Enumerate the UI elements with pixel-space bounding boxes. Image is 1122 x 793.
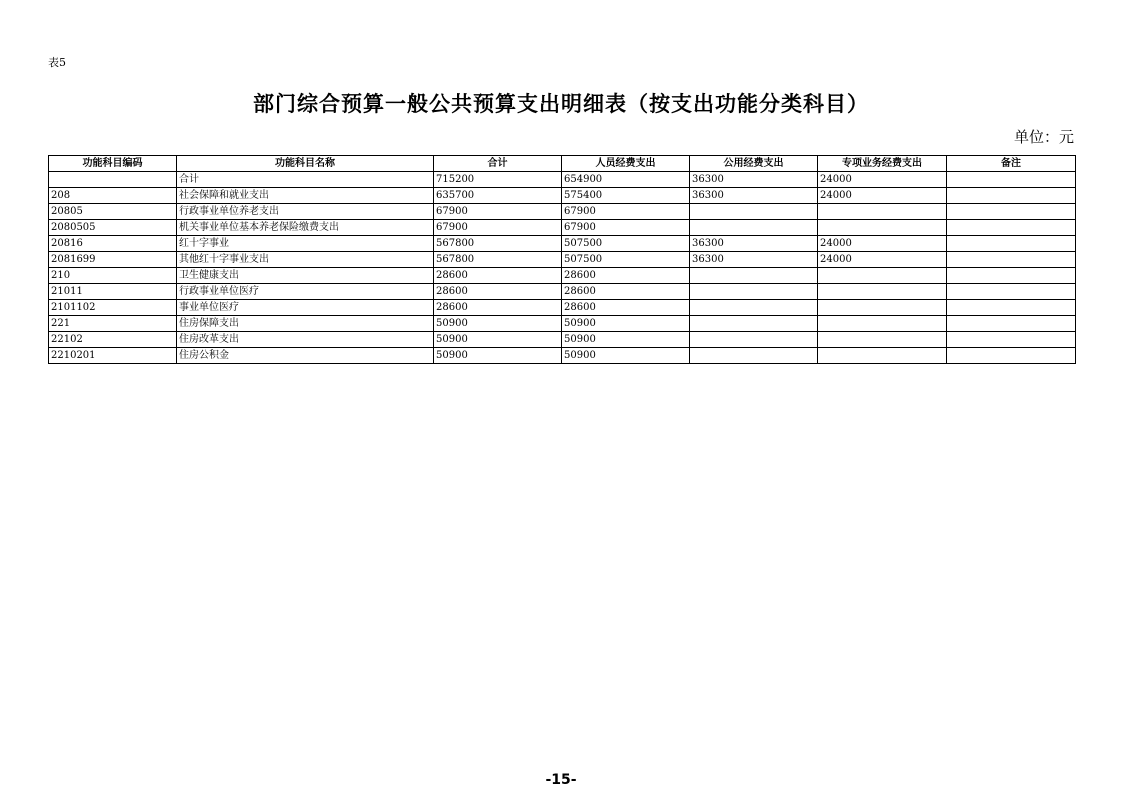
cell-code: 2081699	[49, 252, 177, 268]
column-header: 公用经费支出	[690, 156, 818, 172]
cell-public: 36300	[690, 236, 818, 252]
cell-personnel: 50900	[562, 348, 690, 364]
cell-personnel: 67900	[562, 204, 690, 220]
cell-code: 221	[49, 316, 177, 332]
cell-total: 635700	[434, 188, 562, 204]
table-row	[49, 220, 1076, 236]
table-row	[49, 268, 1076, 284]
cell-code: 2101102	[49, 300, 177, 316]
column-header: 合计	[434, 156, 562, 172]
table-header	[49, 156, 1076, 172]
cell-name: 社会保障和就业支出	[177, 188, 434, 204]
cell-code: 20816	[49, 236, 177, 252]
cell-note	[947, 332, 1076, 348]
cell-personnel: 67900	[562, 220, 690, 236]
cell-note	[947, 316, 1076, 332]
table-row	[49, 172, 1076, 188]
cell-total: 28600	[434, 284, 562, 300]
cell-note	[947, 252, 1076, 268]
cell-special: 24000	[818, 252, 947, 268]
table-row	[49, 188, 1076, 204]
column-header: 人员经费支出	[562, 156, 690, 172]
cell-total: 67900	[434, 220, 562, 236]
cell-public	[690, 204, 818, 220]
cell-note	[947, 300, 1076, 316]
cell-public	[690, 300, 818, 316]
cell-special	[818, 220, 947, 236]
cell-note	[947, 268, 1076, 284]
cell-personnel: 507500	[562, 236, 690, 252]
cell-public: 36300	[690, 252, 818, 268]
column-header: 专项业务经费支出	[818, 156, 947, 172]
table-body	[49, 172, 1076, 364]
page-title: 部门综合预算一般公共预算支出明细表（按支出功能分类科目）	[253, 92, 869, 116]
cell-code: 2210201	[49, 348, 177, 364]
cell-special	[818, 284, 947, 300]
cell-special	[818, 204, 947, 220]
column-header: 备注	[947, 156, 1076, 172]
cell-public: 36300	[690, 188, 818, 204]
cell-public	[690, 220, 818, 236]
column-header: 功能科目名称	[177, 156, 434, 172]
cell-personnel: 28600	[562, 284, 690, 300]
cell-public: 36300	[690, 172, 818, 188]
cell-name: 事业单位医疗	[177, 300, 434, 316]
column-header: 功能科目编码	[49, 156, 177, 172]
unit-label: 单位：元	[1013, 128, 1074, 146]
cell-public	[690, 268, 818, 284]
cell-note	[947, 204, 1076, 220]
cell-total: 50900	[434, 332, 562, 348]
cell-code: 210	[49, 268, 177, 284]
cell-personnel: 50900	[562, 316, 690, 332]
cell-name: 住房公积金	[177, 348, 434, 364]
table-row	[49, 316, 1076, 332]
cell-code: 22102	[49, 332, 177, 348]
cell-personnel: 50900	[562, 332, 690, 348]
cell-special	[818, 332, 947, 348]
cell-note	[947, 188, 1076, 204]
cell-name: 红十字事业	[177, 236, 434, 252]
cell-personnel: 575400	[562, 188, 690, 204]
table-row	[49, 236, 1076, 252]
table-row	[49, 204, 1076, 220]
cell-name: 合计	[177, 172, 434, 188]
table-row	[49, 284, 1076, 300]
cell-public	[690, 348, 818, 364]
cell-note	[947, 284, 1076, 300]
cell-special	[818, 268, 947, 284]
cell-name: 行政事业单位养老支出	[177, 204, 434, 220]
cell-total: 28600	[434, 300, 562, 316]
cell-code	[49, 172, 177, 188]
cell-name: 其他红十字事业支出	[177, 252, 434, 268]
cell-personnel: 654900	[562, 172, 690, 188]
cell-public	[690, 332, 818, 348]
cell-code: 20805	[49, 204, 177, 220]
cell-name: 住房改革支出	[177, 332, 434, 348]
cell-total: 715200	[434, 172, 562, 188]
cell-name: 住房保障支出	[177, 316, 434, 332]
cell-total: 567800	[434, 236, 562, 252]
cell-note	[947, 236, 1076, 252]
cell-personnel: 28600	[562, 268, 690, 284]
budget-table	[48, 155, 1076, 364]
cell-public	[690, 284, 818, 300]
cell-total: 567800	[434, 252, 562, 268]
cell-public	[690, 316, 818, 332]
cell-special: 24000	[818, 172, 947, 188]
cell-note	[947, 348, 1076, 364]
table-row	[49, 348, 1076, 364]
cell-note	[947, 172, 1076, 188]
cell-special: 24000	[818, 236, 947, 252]
cell-code: 208	[49, 188, 177, 204]
cell-special	[818, 316, 947, 332]
cell-special	[818, 348, 947, 364]
table-label: 表5	[48, 56, 66, 69]
header-row	[49, 156, 1076, 172]
cell-total: 28600	[434, 268, 562, 284]
table-row	[49, 252, 1076, 268]
cell-total: 50900	[434, 316, 562, 332]
cell-name: 机关事业单位基本养老保险缴费支出	[177, 220, 434, 236]
cell-personnel: 507500	[562, 252, 690, 268]
cell-total: 67900	[434, 204, 562, 220]
page-number: -15-	[545, 772, 577, 788]
cell-personnel: 28600	[562, 300, 690, 316]
cell-code: 2080505	[49, 220, 177, 236]
cell-note	[947, 220, 1076, 236]
table-row	[49, 300, 1076, 316]
cell-code: 21011	[49, 284, 177, 300]
cell-name: 行政事业单位医疗	[177, 284, 434, 300]
cell-special: 24000	[818, 188, 947, 204]
cell-total: 50900	[434, 348, 562, 364]
cell-name: 卫生健康支出	[177, 268, 434, 284]
cell-special	[818, 300, 947, 316]
table-row	[49, 332, 1076, 348]
